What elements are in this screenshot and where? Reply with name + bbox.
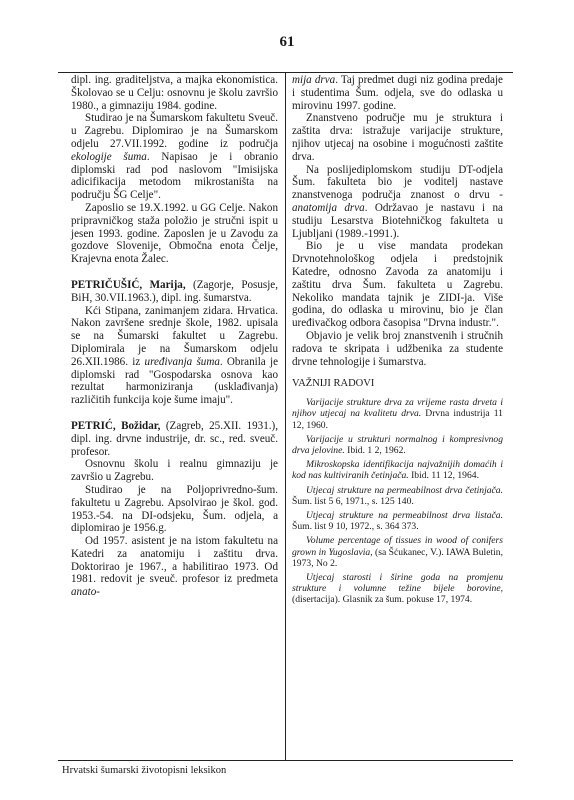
text: Na poslijediplomskom studiju DT-odjela Šum. fakulteta bio je voditelj nastave znanstvenoga područja znanost o drvu -: [292, 163, 503, 202]
left-column: [71, 74, 278, 599]
paragraph: Zaposlio se 19.X.1992. u GG Celje. Nakon pripravničkog staža položio je stručni ispit u jesen 1993. godine. Zaposlen je u Zavodu za gozdove Slovenije, Območna enota Čelje, Krajevna enota Žalec.: [71, 201, 278, 266]
reference-source: Šum. list 9 10, 1972., s. 364 373.: [292, 521, 419, 533]
reference-source: Drvna industrija 11 12, 1960.: [292, 408, 503, 431]
reference-source: Ibid. 11 12, 1964.: [408, 470, 479, 482]
footer-rule: [58, 760, 513, 761]
paragraph: Objavio je velik broj znanstvenih i stručnih radova te skripata i udžbenika za studente drvne tehnologije i šumarstva.: [292, 329, 503, 368]
text: . Obranila je diplomski rad "Gospodarska osnova kao rezultat harmoniziranja (usklađivanja) različitih funkcija koje šume imaju".: [71, 355, 278, 407]
paragraph: [71, 535, 278, 599]
paragraph: Znanstveno područje mu je struktura i zaštita drva: istražuje varijacije strukture, njihov utjecaj na osobine i mogućnosti zaštite drva.: [292, 112, 503, 163]
reference-title: Mikroskopska identifikacija najvažnijih domaćih i kod nas kultiviranih četinjača.: [292, 459, 503, 482]
reference-title: Utjecaj starosti i širine goda na promjenu strukture i volumne težine bijele borovine,: [292, 571, 503, 595]
paragraph: dipl. ing. graditeljstva, a majka ekonomistica. Školovao se u Celju: osnovnu je školu završio 1980., a gimnaziju 1984. godine.: [71, 74, 278, 112]
entry-details: (Zagreb, 25.XII. 1931.), dipl. ing. drvne industrije, dr. sc., red. sveuč. profesor.: [71, 419, 279, 458]
italic-term: anato-: [71, 586, 100, 599]
reference-source: (disertacija). Glasnik za šum. pokuse 17, 1974.: [292, 594, 473, 606]
reference-title: Utjecaj strukture na permeabilnost drva četinjača.: [306, 484, 503, 496]
text: . Taj predmet dugi niz godina predaje i studentima Šum. odjela, sve do odlaska u mirovinu 1997. godine.: [292, 74, 503, 112]
reference-list: [292, 397, 503, 605]
text: Kći Stipana, zanimanjem zidara. Hrvatica. Nakon završene srednje škole, 1982. upisala se na Šumarski fakultet u Zagrebu. Diplomirala je na Šumarskom odjelu 26.XII.1986. iz: [71, 304, 278, 368]
section-title: VAŽNIJI RADOVI: [292, 378, 375, 390]
reference-item: [292, 459, 503, 481]
italic-term: uređivanja šuma: [144, 355, 220, 368]
text: . Održavao je nastavu i na studiju Lesarstva Biotehničkog fakulteta u Ljubljani (1989.-1991.).: [292, 201, 503, 240]
column-divider: [285, 72, 286, 760]
paragraph: [292, 164, 503, 241]
text: Od 1957. asistent je na istom fakultetu na Katedri za anatomiju i zaštitu drva. Doktorirao je 1967., a habilitirao 1973. Od 1981. redovit je sveuč. profesor iz predmeta: [71, 535, 278, 586]
page-number: 61: [279, 34, 295, 50]
reference-title: Varijacije u strukturi normalnog i kompresivnog drva jelovine.: [292, 433, 503, 456]
entry-name: PETRIČUŠIĆ, Marija,: [71, 278, 186, 291]
paragraph: Osnovnu školu i realnu gimnaziju je završio u Zagrebu.: [71, 458, 278, 484]
reference-source: Ibid. 1 2, 1962.: [344, 444, 406, 456]
reference-item: [292, 397, 503, 431]
entry-heading: [71, 279, 278, 305]
reference-title: Utjecaj strukture na permeabilnost drva listača.: [306, 509, 503, 521]
entry-details: (Zagorje, Posusje, BiH, 30.VII.1963.), dipl. ing. šumarstva.: [71, 278, 279, 304]
entry-name: PETRIĆ, Božidar,: [71, 419, 161, 432]
italic-term: anatomija drva: [292, 201, 365, 214]
reference-item: [292, 485, 503, 507]
reference-item: [292, 535, 503, 569]
paragraph: [71, 112, 278, 202]
running-footer: Hrvatski šumarski životopisni leksikon: [62, 765, 227, 776]
right-column: [292, 74, 503, 609]
reference-item: [292, 572, 503, 606]
reference-item: [292, 510, 503, 532]
text: . Napisao je i obranio diplomski rad pod naslovom "Imisijska adicifikacija metodom mikrostaništa na području ŠG Celje".: [71, 150, 278, 202]
reference-title: Volume percentage of tissues in wood of conifers grown in Yugoslavia,: [292, 535, 503, 558]
reference-source: Šum. list 5 6, 1971., s. 125 140.: [292, 495, 414, 507]
reference-title: Varijacije strukture drva za vrijeme rasta drveta i njihov utjecaj na kvalitetu drva.: [292, 397, 503, 420]
entry-heading: [71, 420, 278, 458]
reference-item: [292, 434, 503, 456]
reference-source: (sa Šćukanec, V.). IAWA Buletin, 1973, No 2.: [292, 546, 503, 569]
paragraph: Studirao je na Poljoprivredno-šum. fakultetu u Zagrebu. Apsolvirao je škol. god. 1953.-54. na DI-odsjeku, Šum. odjela, a diplomirao je 1956.g.: [71, 483, 278, 535]
paragraph: [292, 74, 503, 112]
italic-term: ekologije šuma: [71, 150, 147, 163]
text: Studirao je na Šumarskom fakultetu Sveuč. u Zagrebu. Diplomirao je na Šumarskom odjelu 27.VII.1992. godine iz područja: [71, 112, 278, 150]
paragraph: [71, 305, 278, 407]
paragraph: Bio je u vise mandata prodekan Drvnotehnološkog odjela i predstojnik Katedre, odnosno Zavoda za anatomiju i zaštitu drva Šum. fakulteta u Zagrebu. Nekoliko mandata tajnik je ZIDI-ja. Više godina, do odlaska u mirovinu, bio je član uređivačkog odbora časopisa "Drvna industr.".: [292, 240, 503, 330]
italic-term: mija drva: [292, 74, 336, 86]
